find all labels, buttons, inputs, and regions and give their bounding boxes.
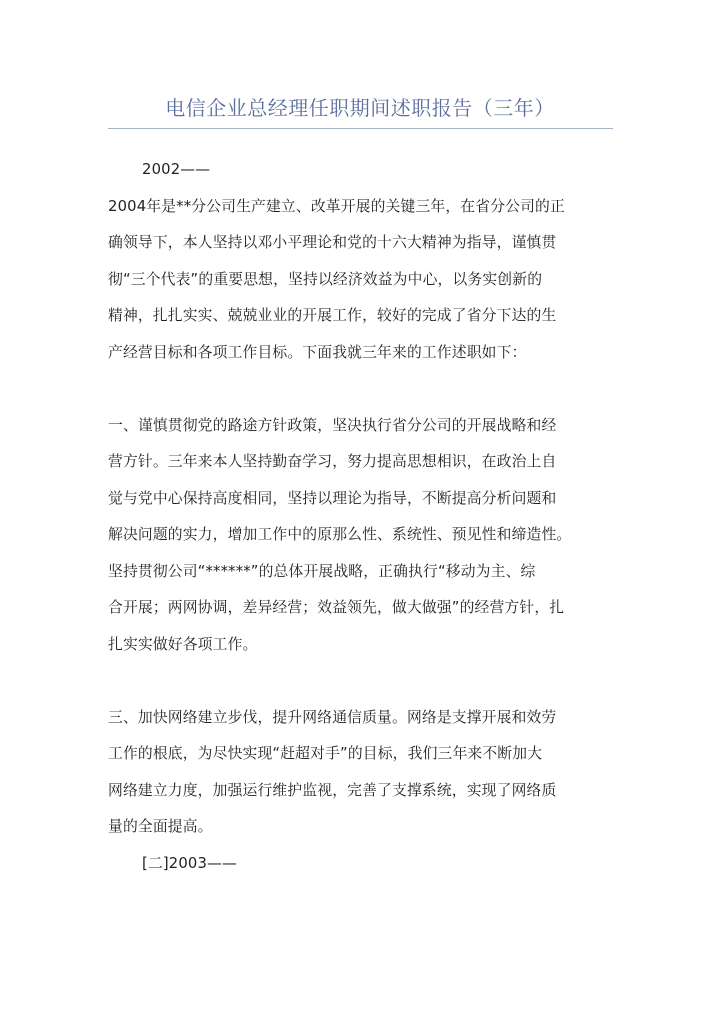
text-line: 2004年是**分公司生产建立、改革开展的关键三年，在省分公司的正 xyxy=(108,197,565,215)
text-line: 三、加快网络建立步伐，提升网络通信质量。网络是支撑开展和效劳 xyxy=(108,708,557,726)
text-line: 网络建立力度，加强运行维护监视，完善了支撑系统，实现了网络质 xyxy=(108,781,557,799)
paragraph-year-next xyxy=(108,846,613,883)
paragraph-spacer xyxy=(108,371,613,408)
text-line: 一、谨慎贯彻党的路途方针政策，坚决执行省分公司的开展战略和经 xyxy=(108,416,557,434)
text-line: 坚持贯彻公司“******”的总体开展战略，正确执行“移动为主、综 xyxy=(108,562,536,580)
text-line: 精神，扎扎实实、兢兢业业的开展工作，较好的完成了省分下达的生 xyxy=(108,307,557,324)
text-line: 量的全面提高。 xyxy=(108,818,213,835)
text-line: [二]2003—— xyxy=(142,854,237,872)
text-line: 觉与党中心保持高度相同，坚持以理论为指导，不断提高分析问题和 xyxy=(108,489,557,507)
text-line: 营方针。三年来本人坚持勤奋学习，努力提高思想相识，在政治上自 xyxy=(108,453,557,470)
paragraph-section-one xyxy=(108,408,613,664)
paragraph-spacer xyxy=(108,663,613,700)
text-line: 确领导下，本人坚持以邓小平理论和党的十六大精神为指导，谨慎贯 xyxy=(108,234,557,251)
text-line: 彻“三个代表”的重要思想，坚持以经济效益为中心，以务实创新的 xyxy=(108,270,543,288)
text-line: 合开展；两网协调，差异经营；效益领先，做大做强”的经营方针，扎 xyxy=(108,599,565,616)
document-title: 电信企业总经理任职期间述职报告（三年） xyxy=(165,96,555,120)
document-body xyxy=(108,152,613,882)
text-line: 解决问题的实力，增加工作中的原那么性、系统性、预见性和缔造性。 xyxy=(108,526,572,543)
text-line: 扎实实做好各项工作。 xyxy=(108,635,258,653)
title-underline xyxy=(108,128,613,129)
text-line: 2002—— xyxy=(142,161,211,178)
paragraph-section-three xyxy=(108,700,613,846)
paragraph-year-start xyxy=(108,152,613,189)
text-line: 工作的根底，为尽快实现“赶超对手”的目标，我们三年来不断加大 xyxy=(108,745,543,762)
paragraph-intro xyxy=(108,189,613,372)
text-line: 产经营目标和各项工作目标。下面我就三年来的工作述职如下： xyxy=(108,343,527,361)
